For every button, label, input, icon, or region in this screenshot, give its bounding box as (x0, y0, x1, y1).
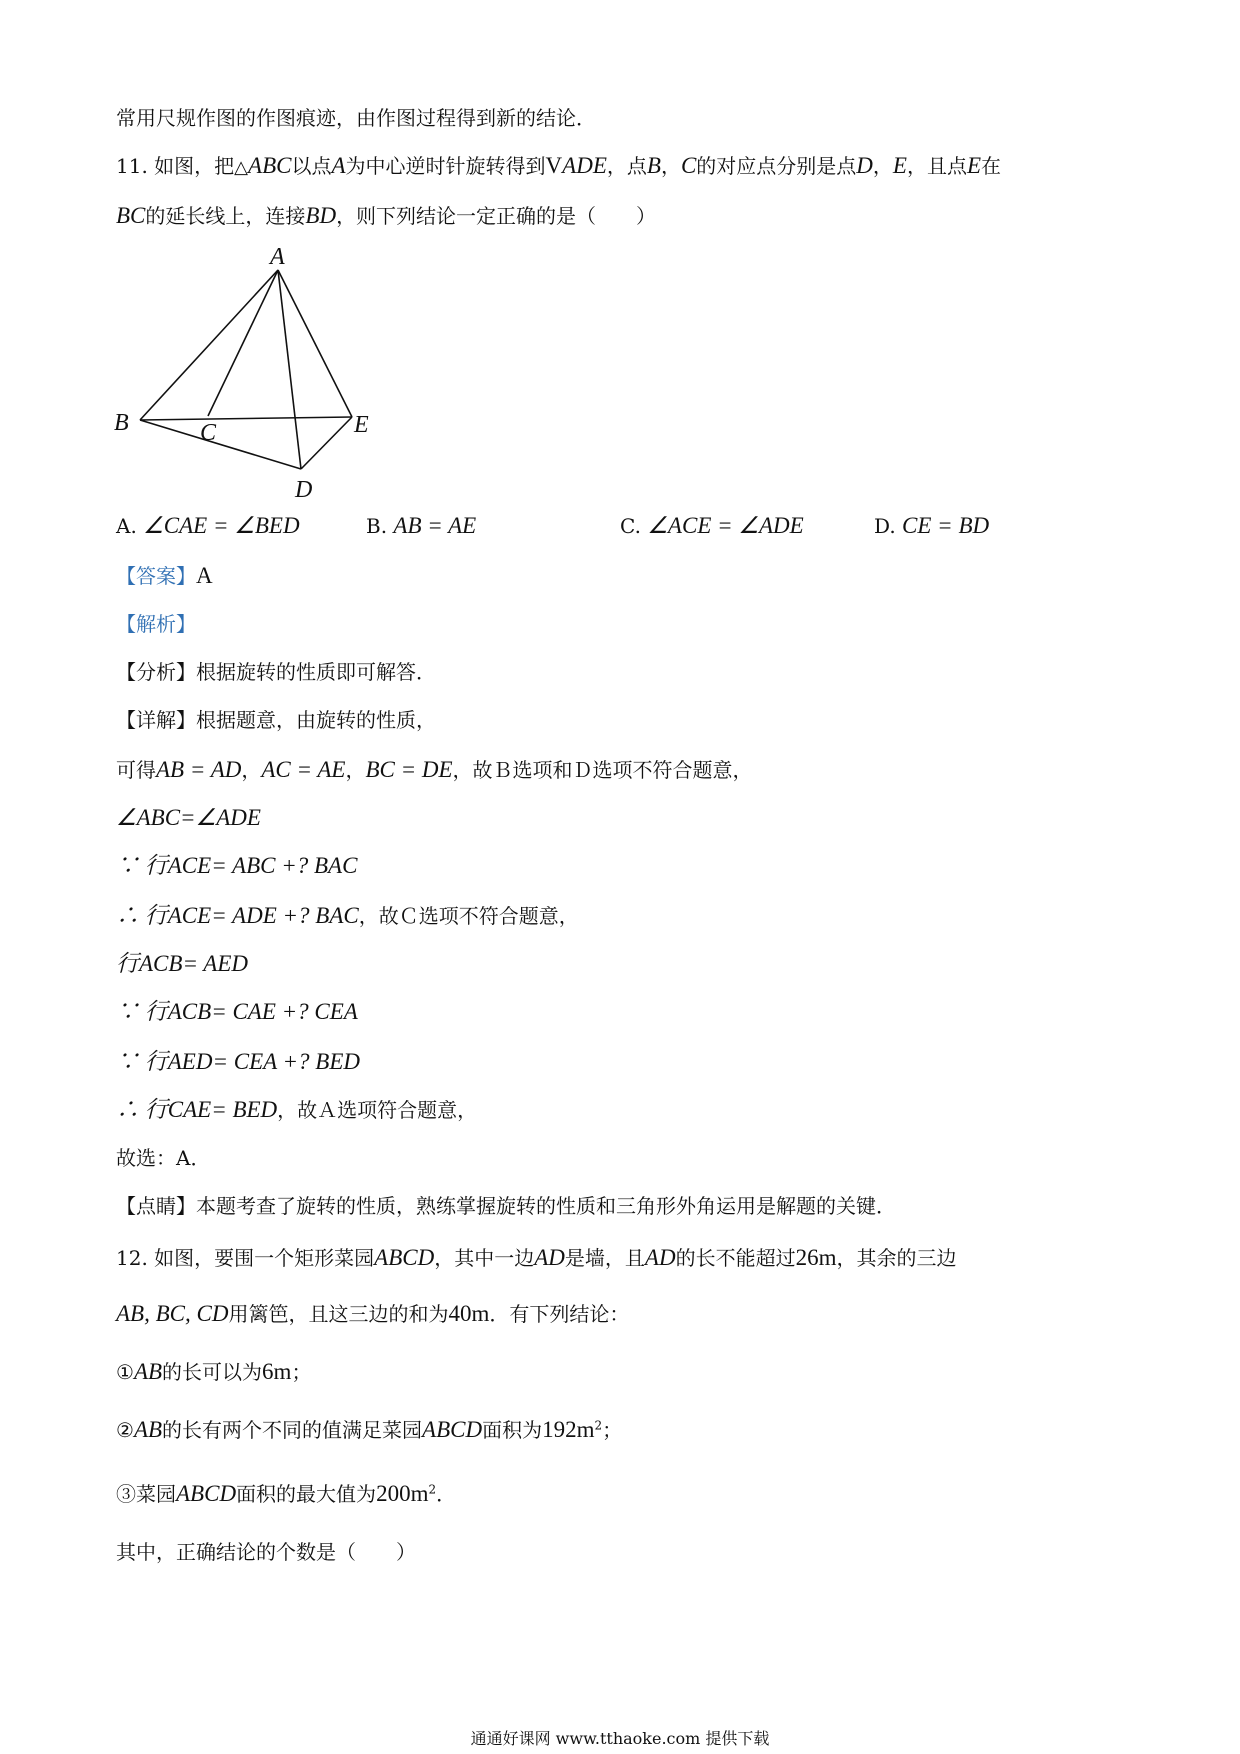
q11-text: 的延长线上，连接 (145, 204, 306, 228)
q11-math: E (892, 153, 907, 178)
option-b (366, 512, 476, 540)
q11-math: A (331, 153, 346, 178)
q12-math: AB, BC, CD (116, 1301, 229, 1326)
q12-text: ，其中一边 (434, 1246, 535, 1270)
q11-text: 以点 (291, 154, 332, 178)
q11-text: ，且点 (906, 154, 967, 178)
q12-math: ABCD (374, 1245, 435, 1270)
point-label-B: B (114, 410, 129, 436)
segment-AE (278, 270, 352, 417)
choice-line: 故选：A． (116, 1146, 211, 1170)
option-a-label: A. (116, 514, 137, 538)
q12-math: AB (133, 1359, 163, 1384)
triangle-rotation-figure (100, 240, 400, 505)
answer-line (116, 562, 213, 590)
q11-text: ， (660, 154, 681, 178)
step-text: ， (241, 758, 262, 782)
triangle-prefix: V (545, 153, 563, 178)
option-c-math: ∠ACE = ∠ADE (647, 513, 804, 538)
step-math: ∴ 行CAE= BED (116, 1097, 278, 1122)
step-math: BC = DE (365, 757, 453, 782)
q12-text: 用篱笆，且这三边的和为 (228, 1302, 449, 1326)
point-label-C: C (200, 420, 217, 446)
exponent: 2 (594, 1418, 603, 1433)
q11-text: ， (872, 154, 893, 178)
q12-math: AB (133, 1417, 163, 1442)
segment-AB (140, 270, 278, 420)
q11-math: BD (305, 203, 337, 228)
q12-math: 6m (262, 1359, 292, 1384)
q11-text: ，则下列结论一定正确的是（ ） (336, 204, 657, 228)
step-text: 可得 (116, 758, 156, 782)
segment-BD (140, 420, 301, 469)
step-math: AB = AD (156, 757, 242, 782)
q11-math: C (680, 153, 697, 178)
q12-math: 200m (376, 1481, 429, 1506)
option-b-label: B. (366, 514, 388, 538)
answer-tag: 【答案】 (116, 564, 196, 588)
solution-step-8 (116, 1096, 477, 1124)
q12-number: 12. 如图，要围一个矩形菜园 (116, 1246, 375, 1270)
q12-text: ，其余的三边 (836, 1246, 957, 1270)
solution-step-4 (116, 902, 579, 930)
point-label-A: A (270, 244, 285, 270)
q11-math: ABC (248, 153, 292, 178)
segment-BE (140, 417, 352, 420)
option-d-label: D. (874, 514, 896, 538)
option-c (620, 512, 804, 540)
segment-AD (278, 270, 301, 469)
q11-stem-line2 (116, 202, 656, 230)
q12-stem-line2 (116, 1300, 629, 1328)
q12-text: ① (116, 1360, 134, 1384)
answer-value: A (196, 563, 213, 588)
q12-text: 的长可以为 (162, 1360, 263, 1384)
option-b-math: AB = AE (393, 513, 477, 538)
q11-text: ，点 (606, 154, 647, 178)
dianjing-line: 【点睛】本题考查了旋转的性质，熟练掌握旋转的性质和三角形外角运用是解题的关键． (116, 1194, 896, 1218)
q12-text: 面积的最大值为 (236, 1482, 377, 1506)
q12-math: 40m (448, 1301, 490, 1326)
point-label-D: D (295, 477, 313, 503)
analysis-tag: 【解析】 (116, 612, 196, 636)
option-a-math: ∠CAE = ∠BED (143, 513, 300, 538)
q12-text: 面积为 (482, 1418, 543, 1442)
solution-step-2: ∠ABC=∠ADE (116, 805, 261, 830)
q12-question: 其中，正确结论的个数是（ ） (116, 1540, 416, 1564)
q12-math: 26m (795, 1245, 837, 1270)
q12-text: ．有下列结论： (489, 1302, 630, 1326)
option-c-label: C. (620, 514, 641, 538)
q12-text: ； (291, 1360, 312, 1384)
q12-stem-line1 (116, 1244, 956, 1272)
q12-text: ． (436, 1482, 457, 1506)
step-math: AC = AE (261, 757, 346, 782)
fenxi-line: 【分析】根据旋转的性质即可解答． (116, 660, 436, 684)
step-math: ∴ 行ACE= ADE +? BAC (116, 903, 359, 928)
q12-text: ② (116, 1418, 134, 1442)
q11-math: D (856, 153, 873, 178)
q11-math: B (646, 153, 661, 178)
intro-line: 常用尺规作图的作图痕迹，由作图过程得到新的结论． (116, 106, 596, 130)
q11-text: 为中心逆时针旋转得到 (345, 154, 546, 178)
triangle-symbol-icon: △ (234, 157, 249, 178)
step-text: ，故Ｂ选项和Ｄ选项不符合题意， (452, 758, 753, 782)
q11-math: ADE (562, 153, 607, 178)
q12-text: ； (602, 1418, 623, 1442)
q12-text: ③菜园 (116, 1482, 176, 1506)
q12-math: ABCD (422, 1417, 483, 1442)
q12-math: AD (534, 1245, 565, 1270)
q12-item-2 (116, 1416, 622, 1444)
point-label-E: E (354, 412, 369, 438)
step-text: ，故Ｃ选项不符合题意， (358, 904, 579, 928)
q12-text: 的长不能超过 (675, 1246, 796, 1270)
q12-math: 192m (542, 1417, 595, 1442)
segment-AC (208, 270, 278, 416)
step-text: ， (345, 758, 366, 782)
q12-math: AD (644, 1245, 676, 1270)
solution-step-7: ∵ 行AED= CEA +? BED (116, 1049, 360, 1074)
q11-math: E (966, 153, 982, 178)
segment-DE (301, 417, 352, 469)
option-a (116, 512, 300, 540)
option-d-math: CE = BD (902, 513, 990, 538)
solution-step-3: ∵ 行ACE= ABC +? BAC (116, 853, 358, 878)
solution-step-5: 行ACB= AED (116, 951, 249, 976)
solution-step-6: ∵ 行ACB= CAE +? CEA (116, 999, 358, 1024)
q11-text: 在 (981, 154, 1002, 178)
xiangjie-line: 【详解】根据题意，由旋转的性质， (116, 708, 436, 732)
solution-step-1 (116, 756, 753, 784)
q11-text: 的对应点分别是点 (696, 154, 857, 178)
q12-text: 的长有两个不同的值满足菜园 (162, 1418, 423, 1442)
q11-stem-line1 (116, 152, 1001, 182)
step-text: ，故Ａ选项符合题意， (277, 1098, 478, 1122)
q11-number: 11. 如图，把 (116, 154, 235, 178)
exponent: 2 (428, 1482, 437, 1497)
q12-text: 是墙，且 (564, 1246, 645, 1270)
q12-item-1 (116, 1358, 311, 1386)
q12-item-3 (116, 1480, 456, 1508)
q12-math: ABCD (176, 1481, 237, 1506)
page-footer: 通通好课网 www.tthaoke.com 提供下载 (470, 1729, 770, 1748)
q11-math: BC (116, 203, 146, 228)
option-d (874, 512, 989, 540)
